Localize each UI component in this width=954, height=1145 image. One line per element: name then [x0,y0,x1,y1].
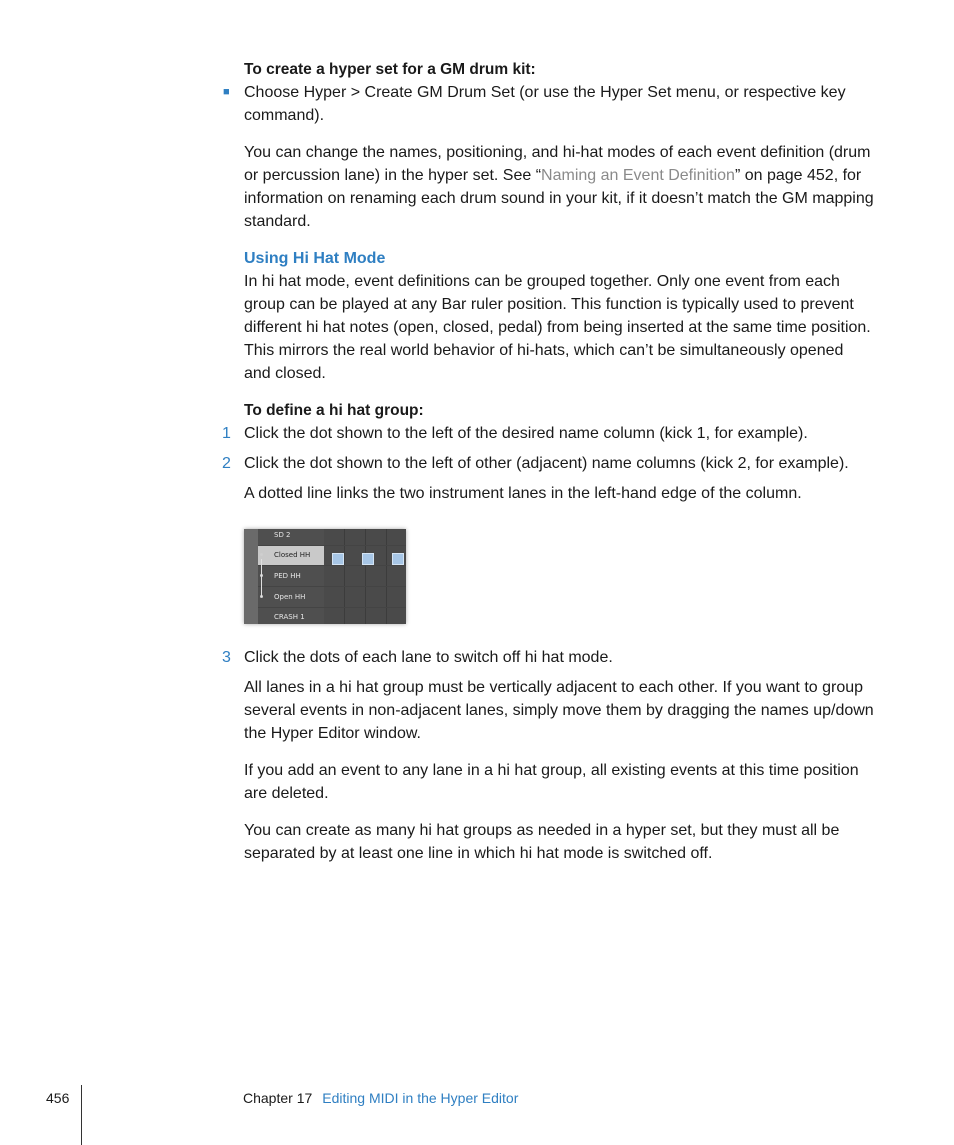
lane-label: PED HH [274,572,301,580]
step-number: 2 [222,455,231,472]
paragraph: In hi hat mode, event definitions can be grouped together. Only one event from each group can be played at any Bar ruler position. This function is typically used to prevent different hi hat notes (open, closed, pedal) from being inserted at the same time position. This mirrors the real world behavior of hi-hats, which can’t be simultaneously opened and closed. [244,273,871,382]
lane-label: CRASH 1 [274,613,305,621]
chapter-label: Chapter 17 [243,1090,313,1106]
bullet-marker: ■ [223,86,230,98]
step-number: 1 [222,425,231,442]
paragraph [244,141,874,233]
lane-gutter [244,529,258,624]
lane-label: Open HH [274,593,306,601]
cross-reference-link[interactable]: Naming an Event Definition [541,167,735,184]
bullet-text: Choose Hyper > Create GM Drum Set (or use the Hyper Set menu, or respective key command). [244,84,846,124]
page-number: 456 [46,1090,70,1106]
hyper-editor-screenshot [244,529,406,624]
hi-hat-link-line [261,559,262,597]
footer-chapter [243,1087,518,1110]
step-text: Click the dot shown to the left of other (adjacent) name columns (kick 2, for example). [244,455,849,472]
procedure-heading: To create a hyper set for a GM drum kit: [244,61,536,78]
hi-hat-dot[interactable] [260,553,263,556]
text: You can change the names, positioning, and hi-hat modes of each event definition (drum or percussion lane) in the hyper set. See “ [244,144,871,184]
section-subheading: Using Hi Hat Mode [244,250,386,267]
lane-label: SD 2 [274,531,291,539]
paragraph: All lanes in a hi hat group must be vertically adjacent to each other. If you want to group several events in non-adjacent lanes, simply move them by dragging the names up/down the Hyper Editor window. [244,679,874,742]
text: ” on page 452, for information on renaming each drum sound in your kit, if it doesn’t match the GM mapping standard. [244,167,874,230]
lane-label: Closed HH [274,551,311,559]
paragraph: A dotted line links the two instrument lanes in the left-hand edge of the column. [244,485,802,502]
step-text: Click the dot shown to the left of the desired name column (kick 1, for example). [244,425,808,442]
step-number: 3 [222,649,231,666]
paragraph: If you add an event to any lane in a hi hat group, all existing events at this time position are deleted. [244,762,859,802]
event-marker [362,553,374,565]
step-text: Click the dots of each lane to switch off hi hat mode. [244,649,613,666]
event-marker [392,553,404,565]
chapter-title[interactable]: Editing MIDI in the Hyper Editor [322,1090,519,1106]
footer-divider [81,1085,82,1145]
event-marker [332,553,344,565]
procedure-heading: To define a hi hat group: [244,402,424,419]
paragraph: You can create as many hi hat groups as needed in a hyper set, but they must all be separated by at least one line in which hi hat mode is switched off. [244,822,840,862]
